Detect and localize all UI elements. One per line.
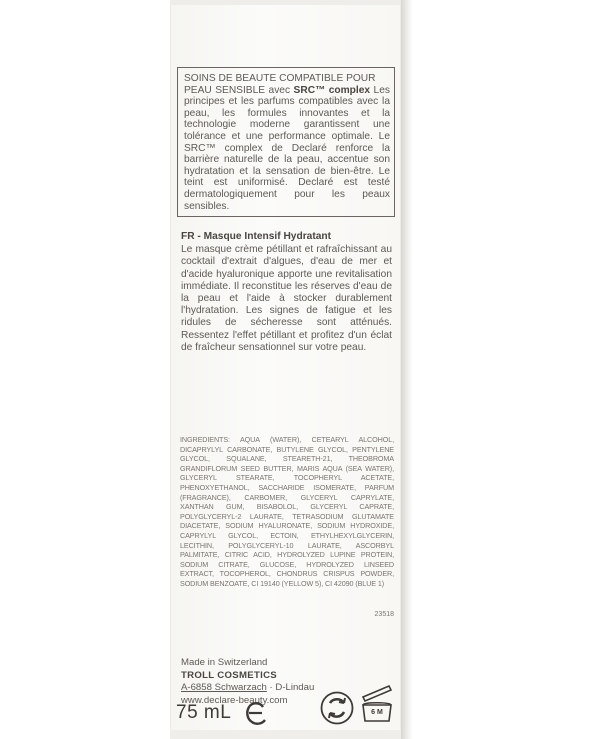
address-rest: · D-Lindau <box>266 682 315 693</box>
batch-number: 23518 <box>374 611 394 618</box>
volume-label: 75 mL <box>176 702 232 723</box>
company-name: TROLL COSMETICS <box>181 669 277 681</box>
product-title: FR - Masque Intensif Hydratant <box>181 231 331 242</box>
made-in: Made in Switzerland <box>181 657 268 668</box>
package-side-shadow <box>401 0 413 739</box>
website: www.declare-beauty.com <box>181 694 288 706</box>
estimated-sign-icon <box>243 699 269 727</box>
box-heading-line2-bold: SRC™ complex <box>293 84 371 96</box>
package-top-edge <box>170 0 401 5</box>
product-description <box>181 231 392 354</box>
pao-jar-icon <box>359 683 395 723</box>
package-bottom-edge <box>170 730 401 739</box>
address-underlined: A-6858 Schwarzach <box>181 682 267 693</box>
box-heading-line1: SOINS DE BEAUTE COMPATIBLE POUR <box>184 73 376 84</box>
recycle-icon <box>320 691 354 725</box>
box-body: Les principes et les parfums compatibles avec la peau, les formules innovantes et la technologie moderne garantissent une tolérance et une performance optimale. Le SRC™ complex de Declaré renforce la barrière naturelle de la peau, accentue son hydratation et la sensation de bien-être. Le teint est uniformisé. Declaré est testé dermatologiquement pour les peaux sensibles. <box>184 84 390 212</box>
ingredients-list: INGREDIENTS: AQUA (WATER), CETEARYL ALCOHOL, DICAPRYLYL CARBONATE, BUTYLENE GLYCOL, PENTYLENE GLYCOL, SQUALANE, STEARETH-21, THEOBROMA GRANDIFLORUM SEED BUTTER, MARIS AQUA (SEA WATER), GLYCERYL STEARATE, TOCOPHERYL ACETATE, PHENOXYETHANOL, SACCHARIDE ISOMERATE, PARFUM (FRAGRANCE), CARBOMER, GLYCERYL CAPRYLATE, XANTHAN GUM, BISABOLOL, GLYCERYL CAPRATE, POLYGLYCERYL-2 LAURATE, TETRASODIUM GLUTAMATE DIACETATE, SODIUM HYALURONATE, SODIUM HYDROXIDE, CAPRYLYL GLYCOL, ECTOIN, ETHYLHEXYLGLYCERIN, LECITHIN, POLYGLYCERYL-10 LAURATE, ASCORBYL PALMITATE, CITRIC ACID, HYDROLYZED LUPINE PROTEIN, SODIUM CITRATE, GLUCOSE, HYDROLYZED LINSEED EXTRACT, TOCOPHEROL, CHONDRUS CRISPUS POWDER, SODIUM BENZOATE, CI 19140 (YELLOW 5), CI 42090 (BLUE 1) <box>180 435 394 588</box>
box-heading-line2-prefix: PEAU SENSIBLE avec <box>184 84 294 96</box>
src-complex-box <box>177 67 395 217</box>
pao-label: 6 M <box>371 709 383 716</box>
product-description-body: Le masque crème pétillant et rafraîchissant au cocktail d'extrait d'algues, d'eau de mer et d'acide hyaluronique apporte une revitalisation immédiate. Il reconstitue les réserves d'eau de la peau et l'aide à stocker durablement l'hydratation. Les signes de fatigue et les ridules de sécheresse sont atténués. Ressentez l'effet pétillant et profitez d'un éclat de fraîcheur sensationnel sur votre peau. <box>181 244 392 353</box>
